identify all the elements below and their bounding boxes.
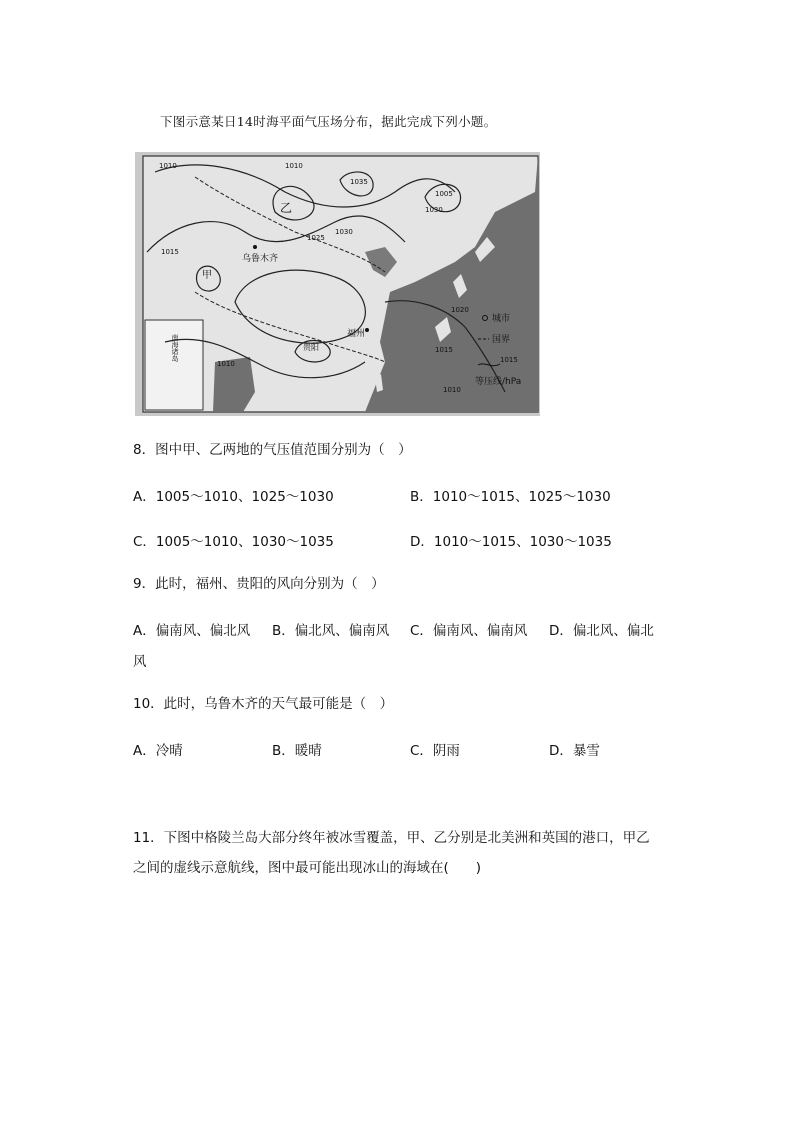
isobar-label: 1010 xyxy=(443,386,461,394)
question-11-line-2: 之间的虚线示意航线，图中最可能出现冰山的海域在( ) xyxy=(133,860,482,876)
q10-option-c: C．阴雨 xyxy=(410,743,460,759)
isobar-label: 1015 xyxy=(161,248,179,256)
q10-option-b: B．暖晴 xyxy=(272,743,322,759)
q10-option-d: D．暴雪 xyxy=(549,743,600,759)
isobar-label: 1025 xyxy=(307,234,325,242)
label-jia: 甲 xyxy=(202,270,212,281)
label-south-sea: 南海诸岛 xyxy=(171,334,179,362)
pressure-map xyxy=(135,152,540,416)
question-10-stem: 10．此时，乌鲁木齐的天气最可能是（ ） xyxy=(133,696,394,712)
q9-option-c: C．偏南风、偏南风 xyxy=(410,623,528,639)
question-9-stem: 9．此时，福州、贵阳的风向分别为（ ） xyxy=(133,576,385,592)
label-guiyang: 贵阳 xyxy=(303,343,319,352)
legend-border: 国界 xyxy=(492,335,511,345)
legend-isobar-value: 1015 xyxy=(500,356,518,364)
q9-option-d-wrap: 风 xyxy=(133,654,147,670)
isobar-label: 1030 xyxy=(335,228,353,236)
isobar-label: 1035 xyxy=(350,178,368,186)
isobar-label: 1010 xyxy=(159,162,177,170)
q9-option-b: B．偏北风、偏南风 xyxy=(272,623,390,639)
question-11-line-1: 11．下图中格陵兰岛大部分终年被冰雪覆盖，甲、乙分别是北美洲和英国的港口，甲乙 xyxy=(133,830,650,846)
q8-option-a: A．1005～1010、1025～1030 xyxy=(133,489,334,505)
legend-isobar: 等压线/hPa xyxy=(475,377,522,387)
q8-option-d: D．1010～1015、1030～1035 xyxy=(410,534,612,550)
q8-option-b: B．1010～1015、1025～1030 xyxy=(410,489,611,505)
isobar-label: 1010 xyxy=(217,360,235,368)
isobar-label: 1030 xyxy=(425,206,443,214)
label-yi: 乙 xyxy=(280,201,293,215)
q8-option-c: C．1005～1010、1030～1035 xyxy=(133,534,334,550)
q10-option-a: A．冷晴 xyxy=(133,743,183,759)
isobar-label: 1020 xyxy=(451,306,469,314)
question-8-stem: 8．图中甲、乙两地的气压值范围分别为（ ） xyxy=(133,442,412,458)
legend-city: 城市 xyxy=(492,314,511,324)
isobar-label: 1005 xyxy=(435,190,453,198)
isobar-label: 1015 xyxy=(435,346,453,354)
label-urumqi: 乌鲁木齐 xyxy=(242,254,279,264)
label-fuzhou: 福州 xyxy=(347,329,366,339)
isobar-label: 1010 xyxy=(285,162,303,170)
intro-text: 下图示意某日14时海平面气压场分布，据此完成下列小题。 xyxy=(160,114,497,129)
q9-option-a: A．偏南风、偏北风 xyxy=(133,623,251,639)
q9-option-d: D．偏北风、偏北 xyxy=(549,623,654,639)
